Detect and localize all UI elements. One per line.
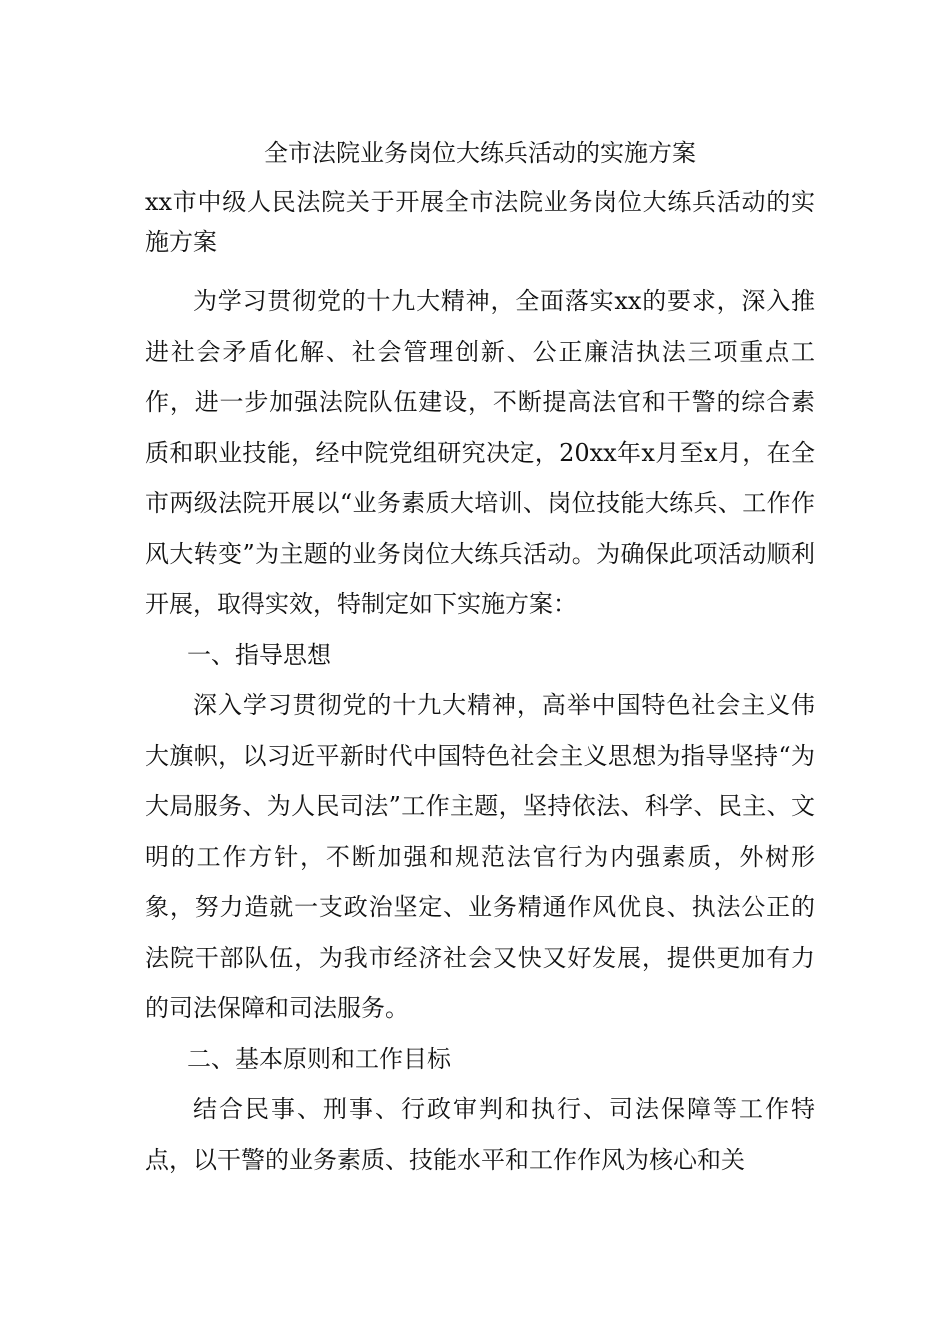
document-title: 全市法院业务岗位大练兵活动的实施方案 bbox=[264, 139, 696, 167]
intro-paragraph: 为学习贯彻党的十九大精神，全面落实xx的要求，深入推进社会矛盾化解、社会管理创新、公正廉洁执法三项重点工作，进一步加强法院队伍建设，不断提高法官和干警的综合素质和职业技能，经中院党组研究决定，20xx年x月至x月，在全市两级法院开展以“业务素质大培训、岗位技能大练兵、工作作风大转变”为主题的业务岗位大练兵活动。为确保此项活动顺利开展，取得实效，特制定如下实施方案： bbox=[145, 287, 815, 618]
section-2-paragraph: 结合民事、刑事、行政审判和执行、司法保障等工作特点，以干警的业务素质、技能水平和工作作风为核心和关 bbox=[145, 1095, 815, 1174]
section-1-paragraph: 深入学习贯彻党的十九大精神，高举中国特色社会主义伟大旗帜，以习近平新时代中国特色社会主义思想为指导坚持“为大局服务、为人民司法”工作主题，坚持依法、科学、民主、文明的工作方针，不断加强和规范法官行为内强素质，外树形象，努力造就一支政治坚定、业务精通作风优良、执法公正的法院干部队伍，为我市经济社会又快又好发展，提供更加有力的司法保障和司法服务。 bbox=[145, 691, 815, 1022]
section-1-heading: 一、指导思想 bbox=[187, 640, 331, 669]
document-page bbox=[145, 128, 815, 1185]
section-2-heading: 二、基本原则和工作目标 bbox=[187, 1044, 451, 1073]
document-subtitle: xx市中级人民法院关于开展全市法院业务岗位大练兵活动的实施方案 bbox=[145, 188, 815, 256]
